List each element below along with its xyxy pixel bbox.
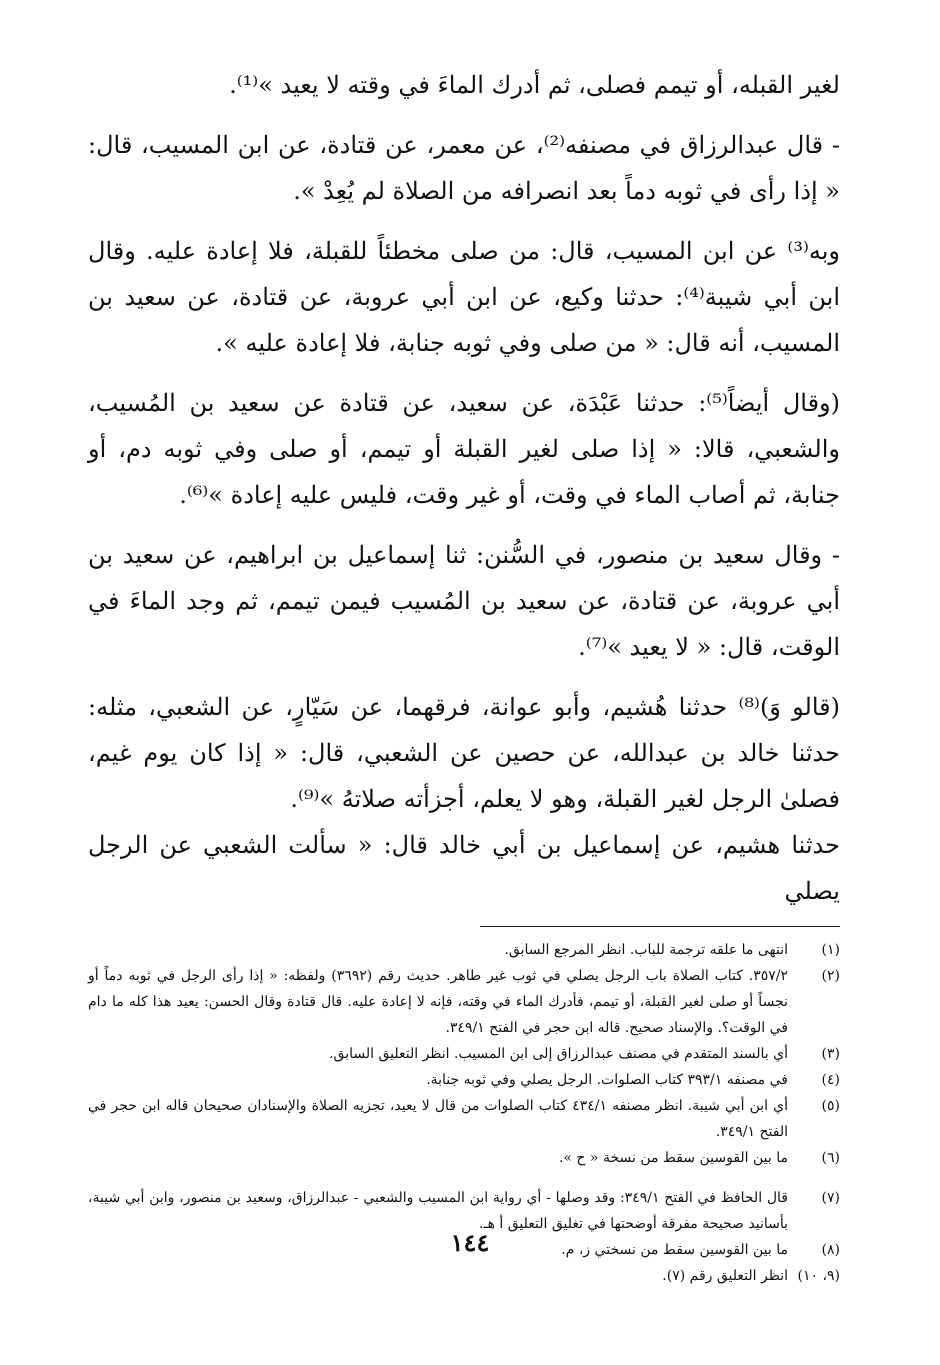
- paragraph-3: وبه⁽³⁾ عن ابن المسيب، قال: من صلى مخطئاً للقبلة، فلا إعادة عليه. وقال ابن أبي شيبة⁽⁴⁾: حدثنا وكيع، عن ابن أبي عروبة، عن قتادة، عن سعيد بن المسيب، أنه قال: « من صلى وفي ثوبه جنابة، فلا إعادة عليه ».: [88, 237, 840, 357]
- footnote-number: (٥): [821, 1098, 840, 1114]
- footnote-text: في مصنفه ٣٩٣/١ كتاب الصلوات. الرجل يصلي وفي ثوبه جنابة.: [426, 1072, 788, 1088]
- page-number: ١٤٤: [450, 1228, 490, 1257]
- main-text: [88, 62, 840, 914]
- footnote-text: انظر التعليق رقم (٧).: [662, 1268, 788, 1284]
- paragraph-2: - قال عبدالرزاق في مصنفه⁽²⁾، عن معمر، عن قتادة، عن ابن المسيب، قال: « إذا رأى في ثوبه دماً بعد انصرافه من الصلاة لم يُعِدْ ».: [88, 131, 840, 205]
- footnote-9-10: [88, 1263, 840, 1289]
- footnote-number: (١): [821, 942, 840, 958]
- footnote-number: (٢): [821, 968, 840, 984]
- document-page: [88, 62, 840, 1289]
- paragraph-4: (وقال أيضاً⁽⁵⁾: حدثنا عَبْدَة، عن سعيد، عن قتادة عن سعيد بن المُسيب، والشعبي، قالا: « إذا صلى لغير القبلة أو تيمم، أو صلى وفي ثوبه دم، أو جنابة، ثم أصاب الماء في وقت، أو غير وقت، فليس عليه إعادة »⁽⁶⁾.: [88, 389, 841, 509]
- footnote-text: ما بين القوسين سقط من نسختي ز، م.: [561, 1242, 788, 1258]
- footnote-5: [88, 1093, 840, 1145]
- footnote-number: (٩، ١٠): [797, 1268, 840, 1284]
- footnote-4: [88, 1067, 840, 1093]
- footnote-1: [88, 937, 840, 963]
- footnote-text: قال الحافظ في الفتح ٣٤٩/١: وقد وصلها - أي رواية ابن المسيب والشعبي - عبدالرزاق، وسعيد بن منصور، وابن أبي شيبة، بأسانيد صحيحة مفرقة أوضحتها في تغليق التعليق أ هـ.: [88, 1190, 788, 1232]
- footnote-text: ما بين القوسين سقط من نسخة « ح ».: [558, 1150, 788, 1166]
- footnote-divider: [480, 926, 840, 927]
- footnote-number: (٤): [821, 1072, 840, 1088]
- footnote-text: ٣٥٧/٢. كتاب الصلاة باب الرجل يصلي في ثوب غير طاهر. حديث رقم (٣٦٩٢) ولفظه: « إذا رأى الرجل في ثوبه دماً أو نجساً أو صلى لغير القبلة، أو تيمم، فأدرك الماء في وقته، فإنه لا إعادة عليه. قال قتادة وقال الحسن: يعيد هذا كله ما دام في الوقت؟. والإسناد صحيح. قاله ابن حجر في الفتح ٣٤٩/١.: [88, 968, 788, 1036]
- paragraph-5: - وقال سعيد بن منصور، في السُّنن: ثنا إسماعيل بن ابراهيم، عن سعيد بن أبي عروبة، عن قتادة، عن سعيد بن المُسيب فيمن تيمم، ثم وجد الماءَ في الوقت، قال: « لا يعيد »⁽⁷⁾.: [88, 541, 840, 661]
- footnote-number: (٨): [821, 1242, 840, 1258]
- footnote-2: [88, 963, 840, 1041]
- footnote-3: [88, 1041, 840, 1067]
- footnote-text: انتهى ما علقه ترجمة للباب. انظر المرجع السابق.: [504, 942, 788, 958]
- footnote-6: [88, 1145, 840, 1171]
- paragraph-7: حدثنا هشيم، عن إسماعيل بن أبي خالد قال: « سألت الشعبي عن الرجل يصلي: [88, 831, 840, 905]
- paragraph-6: (قالو وَ)⁽⁸⁾ حدثنا هُشيم، وأبو عوانة، فرقهما، عن سَيّارٍ، عن الشعبي، مثله: حدثنا خالد بن عبدالله، عن حصين عن الشعبي، قال: « إذا كان يوم غيم، فصلىٰ الرجل لغير القبلة، وهو لا يعلم، أجزأته صلاتهُ »⁽⁹⁾.: [88, 693, 841, 813]
- footnote-number: (٣): [821, 1046, 840, 1062]
- paragraph-1: لغير القبله، أو تيمم فصلى، ثم أدرك الماءَ في وقته لا يعيد »⁽¹⁾.: [229, 71, 840, 99]
- footnote-text: أي بالسند المتقدم في مصنف عبدالرزاق إلى ابن المسيب. انظر التعليق السابق.: [329, 1046, 788, 1062]
- footnote-text: أي ابن أبي شيبة. انظر مصنفه ٤٣٤/١ كتاب الصلوات من قال لا يعيد، تجزيه الصلاة والإسنادان صحيحان قاله ابن حجر في الفتح ٣٤٩/١.: [88, 1098, 789, 1140]
- footnote-number: (٦): [821, 1150, 840, 1166]
- footnote-number: (٧): [821, 1190, 840, 1206]
